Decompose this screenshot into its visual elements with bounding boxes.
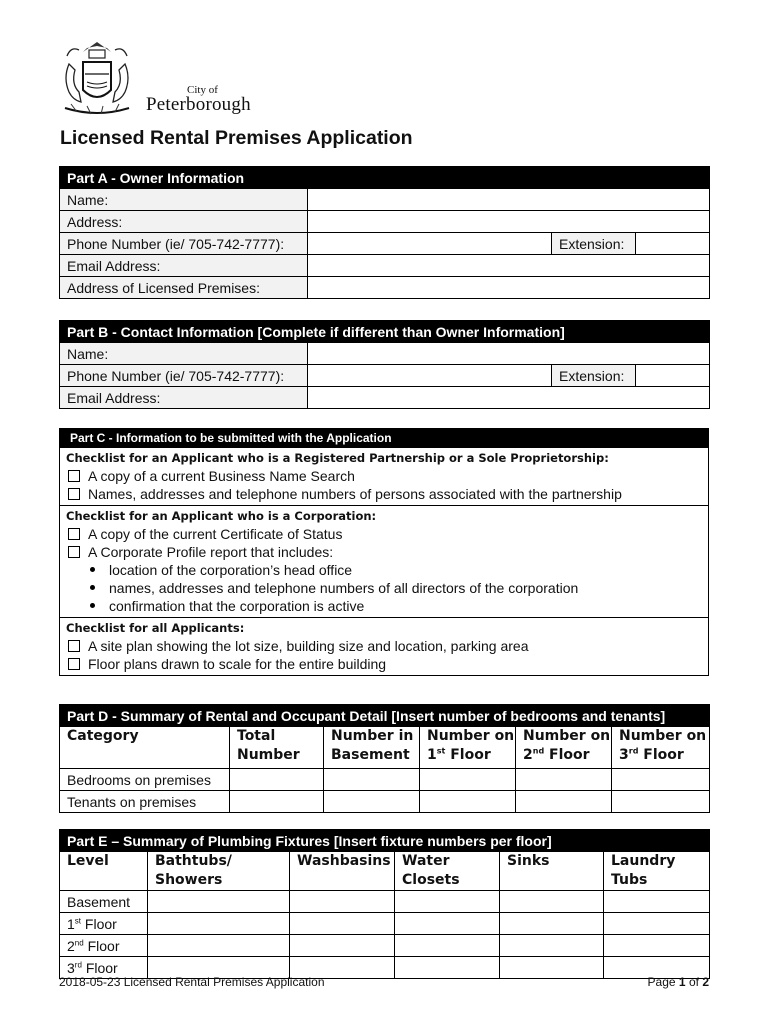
table-cell[interactable]	[395, 913, 500, 935]
owner-extension-label: Extension:	[552, 233, 636, 255]
col-category: Category	[60, 727, 230, 769]
bullet-icon	[90, 567, 95, 572]
checkbox[interactable]	[68, 488, 80, 500]
table-cell[interactable]	[604, 935, 710, 957]
table-row	[60, 769, 710, 791]
row-label: 2nd Floor	[60, 935, 148, 957]
contact-email-label: Email Address:	[60, 387, 308, 409]
all-applicants-checklist-title: Checklist for all Applicants:	[66, 621, 245, 635]
owner-name-label: Name:	[60, 189, 308, 211]
col-third-floor: Number on 3rd Floor	[612, 727, 710, 769]
all-applicants-checklist	[60, 617, 708, 675]
coat-of-arms-icon	[57, 38, 137, 120]
col-bathtubs: Bathtubs/ Showers	[148, 852, 290, 891]
table-row	[60, 913, 710, 935]
col-washbasins: Washbasins	[290, 852, 395, 891]
footer-text: 2018-05-23 Licensed Rental Premises Application	[59, 975, 325, 989]
checkbox[interactable]	[68, 658, 80, 670]
col-laundry-tubs: Laundry Tubs	[604, 852, 710, 891]
table-cell[interactable]	[395, 935, 500, 957]
checklist-item: Floor plans drawn to scale for the entire building	[66, 655, 702, 673]
part-c-heading: Part C - Information to be submitted with the Application	[60, 429, 708, 447]
table-cell[interactable]	[230, 769, 324, 791]
row-label: Basement	[60, 891, 148, 913]
table-cell[interactable]	[516, 769, 612, 791]
contact-phone-field[interactable]	[308, 365, 552, 387]
checklist-item: A Corporate Profile report that includes:	[66, 543, 702, 561]
table-cell[interactable]	[516, 791, 612, 813]
bullet-icon	[90, 603, 95, 608]
checklist-item: A site plan showing the lot size, building size and location, parking area	[66, 637, 702, 655]
row-label: 1st Floor	[60, 913, 148, 935]
part-e-table	[59, 829, 710, 979]
owner-email-field[interactable]	[308, 255, 710, 277]
table-cell[interactable]	[395, 957, 500, 979]
owner-address-field[interactable]	[308, 211, 710, 233]
bullet-item: location of the corporation’s head office	[66, 561, 702, 579]
logo-name-text: Peterborough	[146, 94, 251, 115]
row-label: Bedrooms on premises	[60, 769, 230, 791]
corporation-checklist	[60, 505, 708, 617]
contact-extension-field[interactable]	[636, 365, 710, 387]
owner-extension-field[interactable]	[636, 233, 710, 255]
table-cell[interactable]	[230, 791, 324, 813]
checkbox[interactable]	[68, 640, 80, 652]
table-cell[interactable]	[612, 791, 710, 813]
table-row	[60, 891, 710, 913]
table-row	[60, 791, 710, 813]
checkbox[interactable]	[68, 528, 80, 540]
partnership-checklist	[60, 447, 708, 505]
col-sinks: Sinks	[500, 852, 604, 891]
checklist-item: Names, addresses and telephone numbers of persons associated with the partnership	[66, 485, 702, 503]
owner-name-field[interactable]	[308, 189, 710, 211]
table-cell[interactable]	[290, 891, 395, 913]
owner-phone-label: Phone Number (ie/ 705-742-7777):	[60, 233, 308, 255]
logo-city-text: City of	[187, 84, 218, 96]
city-logo	[57, 38, 251, 120]
checkbox[interactable]	[68, 546, 80, 558]
table-cell[interactable]	[500, 935, 604, 957]
partnership-checklist-title: Checklist for an Applicant who is a Registered Partnership or a Sole Proprietorship:	[66, 451, 609, 465]
owner-address-label: Address:	[60, 211, 308, 233]
row-label: 3rd Floor	[60, 957, 148, 979]
row-label: Tenants on premises	[60, 791, 230, 813]
table-cell[interactable]	[500, 957, 604, 979]
page-title: Licensed Rental Premises Application	[60, 127, 413, 149]
owner-email-label: Email Address:	[60, 255, 308, 277]
col-second-floor: Number on 2nd Floor	[516, 727, 612, 769]
table-cell[interactable]	[604, 913, 710, 935]
table-cell[interactable]	[324, 791, 420, 813]
table-cell[interactable]	[290, 935, 395, 957]
table-row	[60, 935, 710, 957]
part-c-section	[59, 428, 709, 676]
table-cell[interactable]	[604, 891, 710, 913]
bullet-item: confirmation that the corporation is active	[66, 597, 702, 615]
contact-email-field[interactable]	[308, 387, 710, 409]
table-cell[interactable]	[420, 769, 516, 791]
table-cell[interactable]	[500, 891, 604, 913]
contact-name-field[interactable]	[308, 343, 710, 365]
premises-address-label: Address of Licensed Premises:	[60, 277, 308, 299]
part-a-heading: Part A - Owner Information	[60, 167, 710, 189]
col-first-floor: Number on 1st Floor	[420, 727, 516, 769]
part-d-heading: Part D - Summary of Rental and Occupant Detail [Insert number of bedrooms and tenants]	[60, 705, 710, 727]
premises-address-field[interactable]	[308, 277, 710, 299]
checklist-item: A copy of a current Business Name Search	[66, 467, 702, 485]
col-basement: Number in Basement	[324, 727, 420, 769]
part-b-table	[59, 320, 710, 409]
table-cell[interactable]	[148, 913, 290, 935]
checkbox[interactable]	[68, 470, 80, 482]
bullet-item: names, addresses and telephone numbers of all directors of the corporation	[66, 579, 702, 597]
contact-extension-label: Extension:	[552, 365, 636, 387]
bullet-icon	[90, 585, 95, 590]
part-e-heading: Part E – Summary of Plumbing Fixtures [Insert fixture numbers per floor]	[60, 830, 710, 852]
table-cell[interactable]	[420, 791, 516, 813]
table-cell[interactable]	[324, 769, 420, 791]
table-cell[interactable]	[148, 891, 290, 913]
table-cell[interactable]	[500, 913, 604, 935]
part-b-heading: Part B - Contact Information [Complete if different than Owner Information]	[60, 321, 710, 343]
contact-name-label: Name:	[60, 343, 308, 365]
col-level: Level	[60, 852, 148, 891]
page-indicator: Page 1 of 2	[647, 975, 709, 989]
table-cell[interactable]	[290, 913, 395, 935]
checklist-item: A copy of the current Certificate of Status	[66, 525, 702, 543]
col-water-closets: Water Closets	[395, 852, 500, 891]
corporation-checklist-title: Checklist for an Applicant who is a Corporation:	[66, 509, 377, 523]
table-cell[interactable]	[395, 891, 500, 913]
table-cell[interactable]	[148, 935, 290, 957]
table-cell[interactable]	[612, 769, 710, 791]
part-d-table	[59, 704, 710, 813]
part-a-table	[59, 166, 710, 299]
col-total-number: Total Number	[230, 727, 324, 769]
contact-phone-label: Phone Number (ie/ 705-742-7777):	[60, 365, 308, 387]
owner-phone-field[interactable]	[308, 233, 552, 255]
